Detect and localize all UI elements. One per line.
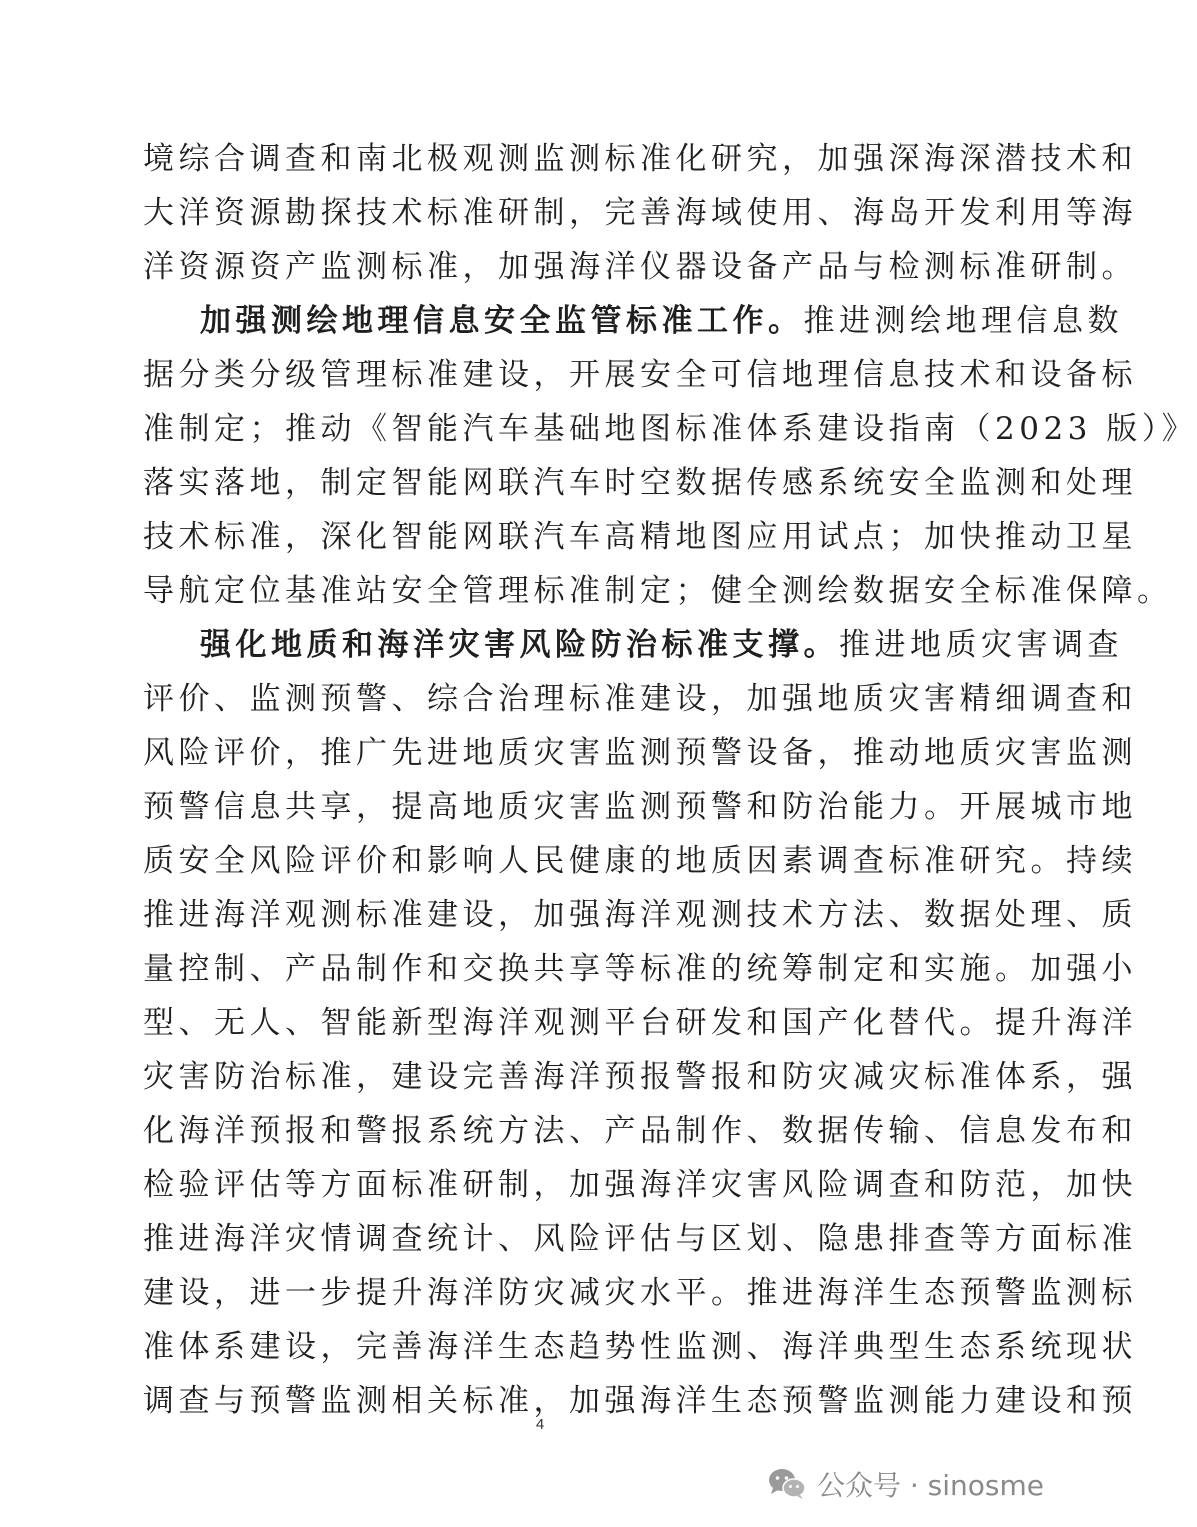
paragraph-heading: 强化地质和海洋灾害风险防治标准支撑。 <box>200 627 839 663</box>
text-line: 灾害防治标准，建设完善海洋预报警报和防灾减灾标准体系，强 <box>143 1059 1137 1095</box>
text-span: 推进测绘地理信息数 <box>803 303 1123 339</box>
text-line: 质安全风险评价和影响人民健康的地质因素调查标准研究。持续 <box>143 843 1137 879</box>
text-line: 调查与预警监测相关标准，加强海洋生态预警监测能力建设和预 <box>143 1383 1137 1419</box>
watermark <box>767 1462 1044 1506</box>
text-span: 推进地质灾害调查 <box>839 627 1123 663</box>
text-line: 境综合调查和南北极观测监测标准化研究，加强深海深潜技术和 <box>143 141 1137 177</box>
page-number: 4 <box>535 1416 545 1433</box>
text-line: 评价、监测预警、综合治理标准建设，加强地质灾害精细调查和 <box>143 681 1137 717</box>
text-line: 推进海洋观测标准建设，加强海洋观测技术方法、数据处理、质 <box>143 897 1137 933</box>
text-line: 准体系建设，完善海洋生态趋势性监测、海洋典型生态系统现状 <box>143 1329 1137 1365</box>
paragraph-first-line <box>200 301 1123 341</box>
text-line: 量控制、产品制作和交换共享等标准的统筹制定和实施。加强小 <box>143 951 1137 987</box>
text-line: 预警信息共享，提高地质灾害监测预警和防治能力。开展城市地 <box>143 789 1137 825</box>
text-line: 据分类分级管理标准建设，开展安全可信地理信息技术和设备标 <box>143 357 1137 393</box>
text-line: 化海洋预报和警报系统方法、产品制作、数据传输、信息发布和 <box>143 1113 1137 1149</box>
text-line: 导航定位基准站安全管理标准制定；健全测绘数据安全标准保障。 <box>143 573 1173 609</box>
text-line: 大洋资源勘探技术标准研制，完善海域使用、海岛开发利用等海 <box>143 195 1137 231</box>
text-line: 风险评价，推广先进地质灾害监测预警设备，推动地质灾害监测 <box>143 735 1137 771</box>
text-line: 落实落地，制定智能网联汽车时空数据传感系统安全监测和处理 <box>143 465 1137 501</box>
text-line: 洋资源资产监测标准，加强海洋仪器设备产品与检测标准研制。 <box>143 249 1137 285</box>
text-line: 检验评估等方面标准研制，加强海洋灾害风险调查和防范，加快 <box>143 1167 1137 1203</box>
watermark-text: 公众号 · sinosme <box>816 1469 1044 1502</box>
wechat-icon <box>767 1467 807 1501</box>
paragraph-heading: 加强测绘地理信息安全监管标准工作。 <box>200 303 804 339</box>
text-line: 准制定；推动《智能汽车基础地图标准体系建设指南（2023 版）》 <box>143 411 1197 447</box>
text-line: 型、无人、智能新型海洋观测平台研发和国产化替代。提升海洋 <box>143 1005 1137 1041</box>
paragraph-first-line <box>200 625 1123 665</box>
text-line: 推进海洋灾情调查统计、风险评估与区划、隐患排查等方面标准 <box>143 1221 1137 1257</box>
text-line: 建设，进一步提升海洋防灾减灾水平。推进海洋生态预警监测标 <box>143 1275 1137 1311</box>
text-line: 技术标准，深化智能网联汽车高精地图应用试点；加快推动卫星 <box>143 519 1137 555</box>
